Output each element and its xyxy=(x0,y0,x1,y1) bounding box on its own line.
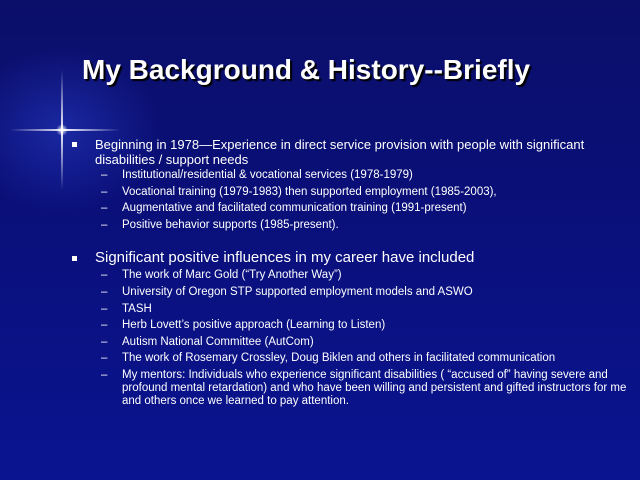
dash-bullet-icon: – xyxy=(101,352,108,365)
dash-bullet-icon: – xyxy=(101,285,108,298)
sub-item-text: My mentors: Individuals who experience significant disabilities ( “accused of” having severe and profound mental retardation) and who have been willing and persistent and gifted instructors for me and others once we learned to pay attention. xyxy=(122,368,627,407)
sub-item xyxy=(70,202,630,215)
sub-item xyxy=(70,219,630,232)
sub-item-text: Institutional/residential & vocational services (1978-1979) xyxy=(122,169,413,181)
dash-bullet-icon: – xyxy=(101,202,108,215)
square-bullet-icon xyxy=(72,256,77,261)
dash-bullet-icon: – xyxy=(101,185,108,198)
sub-item xyxy=(70,269,630,282)
sub-item xyxy=(70,319,630,332)
sub-item-text: University of Oregon STP supported employment models and ASWO xyxy=(122,285,473,298)
dash-bullet-icon: – xyxy=(101,269,108,282)
sub-item-text: Autism National Committee (AutCom) xyxy=(122,335,314,348)
sub-item-text: Positive behavior supports (1985-present). xyxy=(122,218,339,231)
slide-content xyxy=(70,137,630,412)
sub-item-text: Vocational training (1979-1983) then supported employment (1985-2003), xyxy=(122,185,497,198)
sub-item-text: The work of Rosemary Crossley, Doug Biklen and others in facilitated communication xyxy=(122,352,556,365)
dash-bullet-icon: – xyxy=(101,319,108,332)
sub-list-experience xyxy=(70,169,630,232)
sub-item-text: TASH xyxy=(122,302,152,315)
sub-list-influences xyxy=(70,269,630,408)
sub-item xyxy=(70,303,630,316)
dash-bullet-icon: – xyxy=(101,218,108,231)
light-flare-center xyxy=(56,124,68,136)
bullet-text: Beginning in 1978—Experience in direct service provision with people with significant disabilities / support needs xyxy=(95,137,585,167)
slide-title: My Background & History--Briefly xyxy=(82,54,531,85)
sub-item xyxy=(70,369,630,408)
sub-item-text: The work of Marc Gold (“Try Another Way”) xyxy=(122,269,342,282)
sub-item-text: Herb Lovett’s positive approach (Learning to Listen) xyxy=(122,319,386,332)
dash-bullet-icon: – xyxy=(101,302,108,315)
dash-bullet-icon: – xyxy=(101,368,108,381)
sub-item xyxy=(70,286,630,299)
dash-bullet-icon: – xyxy=(101,169,108,181)
bullet-experience xyxy=(70,137,630,167)
sub-item xyxy=(70,186,630,199)
sub-item xyxy=(70,352,630,365)
sub-item-text: Augmentative and facilitated communication training (1991-present) xyxy=(122,202,467,215)
sub-item xyxy=(70,169,630,182)
dash-bullet-icon: – xyxy=(101,335,108,348)
square-bullet-icon xyxy=(72,142,77,147)
bullet-influences xyxy=(70,249,630,267)
bullet-text: Significant positive influences in my career have included xyxy=(95,249,475,267)
sub-item xyxy=(70,336,630,349)
